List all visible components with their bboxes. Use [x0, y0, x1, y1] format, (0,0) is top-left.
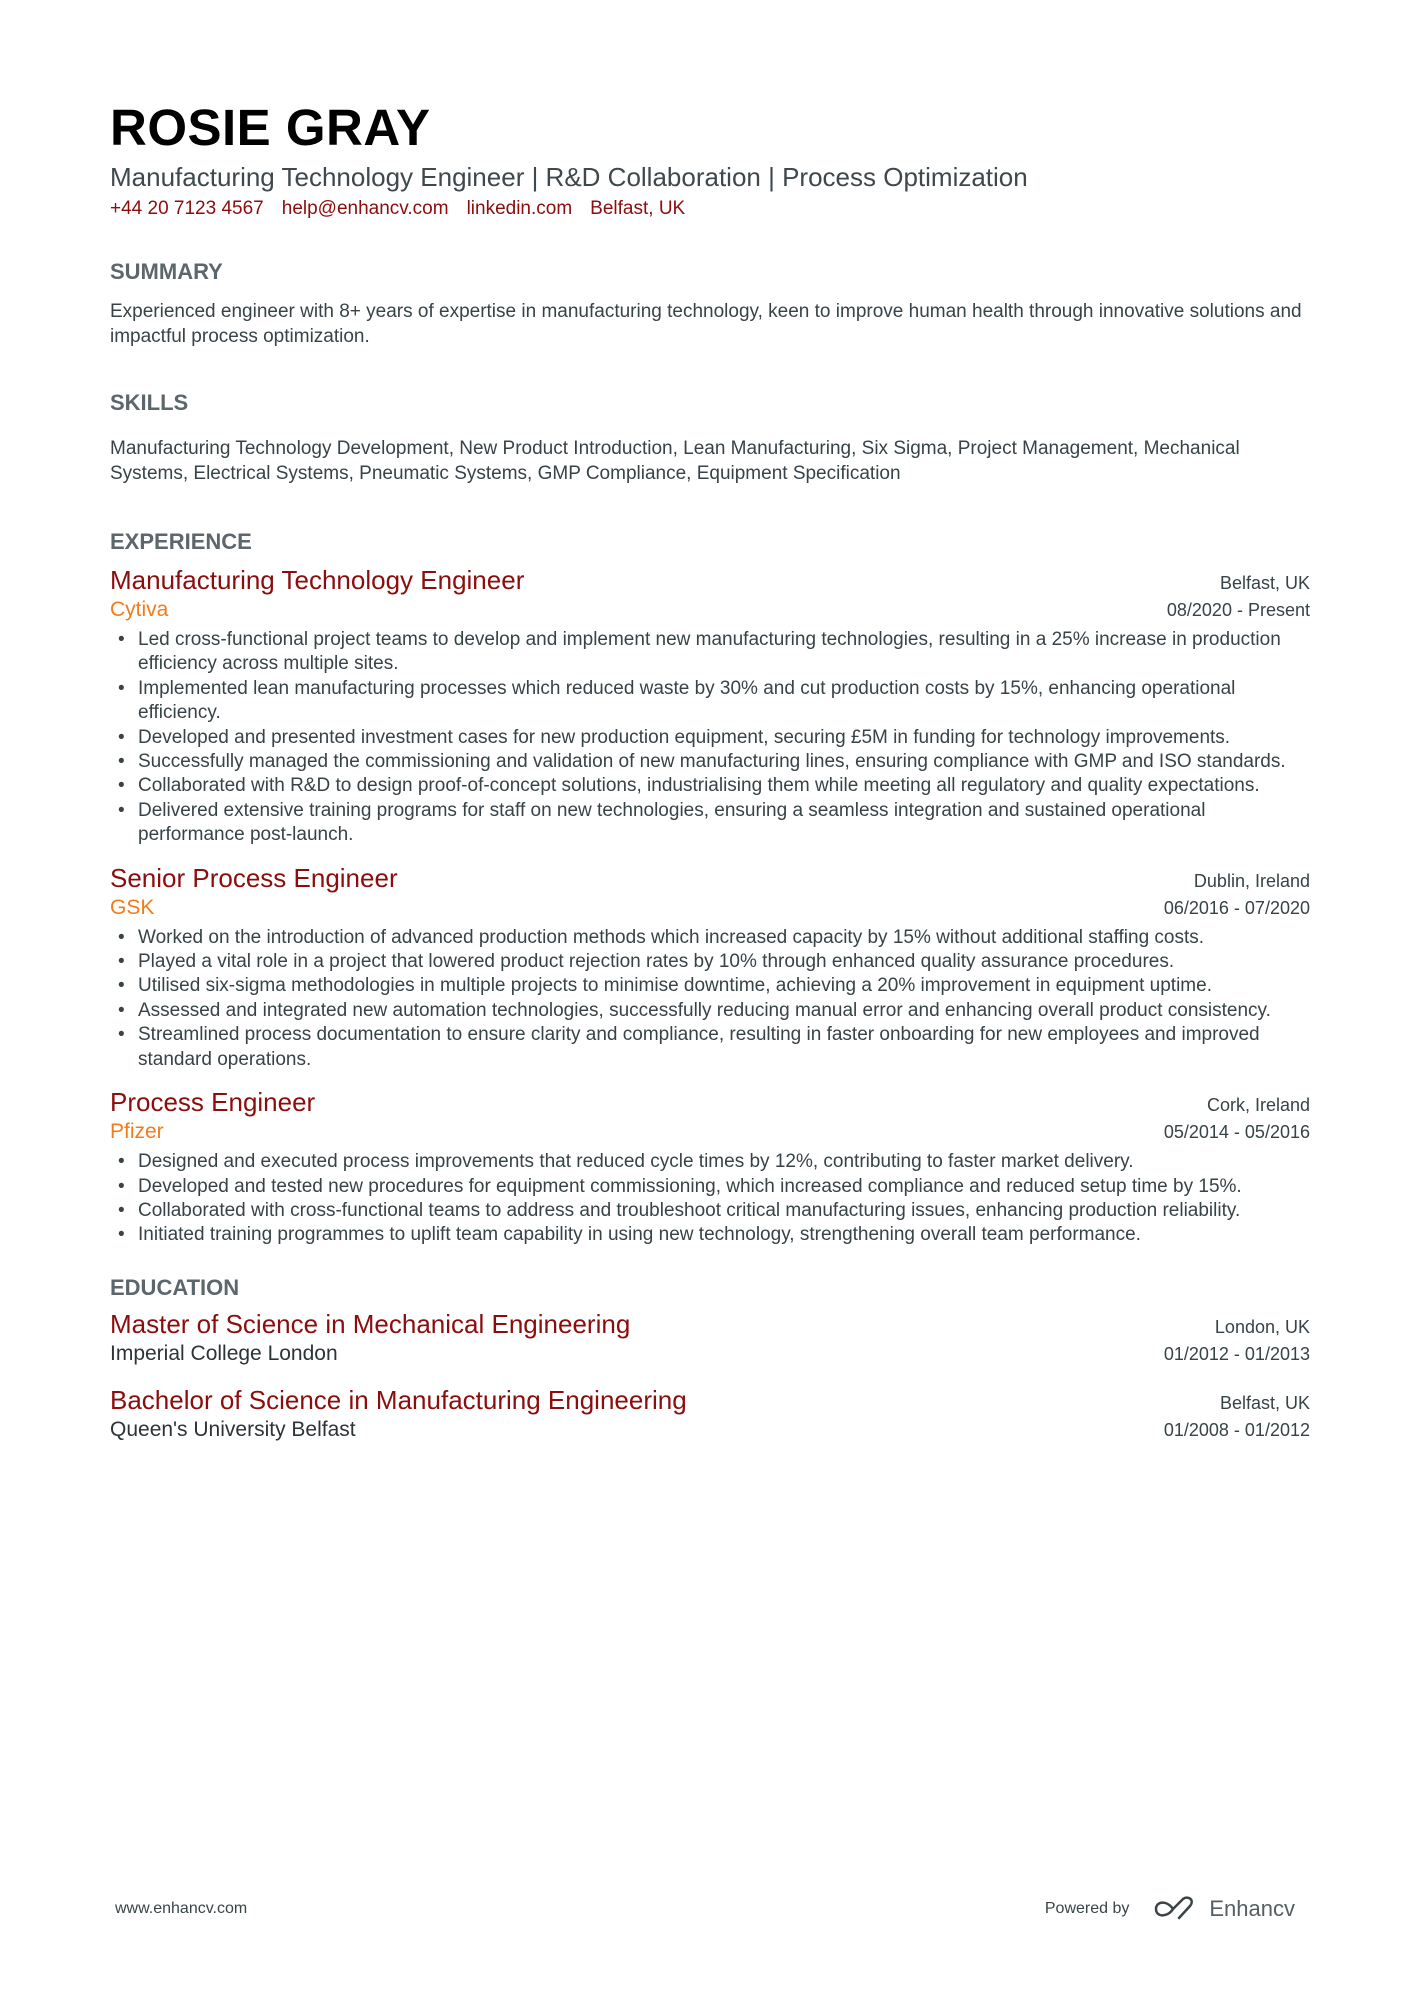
- infinity-heart-icon: [1153, 1896, 1199, 1922]
- achievement-bullet: • Successfully managed the commissioning and validation of new manufacturing lines, ensuring compliance with GMP and ISO standards.: [110, 750, 1310, 774]
- achievement-bullet: • Implemented lean manufacturing processes which reduced waste by 30% and cut production costs by 15%, enhancing operational efficiency.: [110, 677, 1310, 726]
- skills-text: Manufacturing Technology Development, New Product Introduction, Lean Manufacturing, Six Sigma, Project Management, Mechanical Systems, Electrical Systems, Pneumatic Systems, GMP Compliance, Equipment Specification: [110, 438, 1240, 484]
- degree: Master of Science in Mechanical Engineering: [110, 1308, 631, 1339]
- job-dates: 05/2014 - 05/2016: [1163, 1122, 1310, 1143]
- website-link[interactable]: www.enhancv.com: [115, 1900, 248, 1917]
- footer: [115, 1896, 1295, 1922]
- branding: [1045, 1896, 1295, 1922]
- experience-heading: EXPERIENCE: [110, 529, 252, 554]
- achievement-bullet: • Developed and presented investment cases for new production equipment, securing £5M in funding for technology improvements.: [110, 726, 1310, 750]
- achievement-bullet: • Designed and executed process improvements that reduced cycle times by 12%, contributing to faster market delivery.: [110, 1150, 1310, 1174]
- email[interactable]: help@enhancv.com: [281, 198, 449, 219]
- company-name: Cytiva: [110, 598, 169, 621]
- achievement-bullet: • Worked on the introduction of advanced production methods which increased capacity by 15% without additional staffing costs.: [110, 926, 1310, 950]
- summary-text: Experienced engineer with 8+ years of expertise in manufacturing technology, keen to improve human health through innovative solutions and impactful process optimization.: [110, 301, 1302, 347]
- resume: [110, 98, 1310, 1460]
- achievement-bullet: • Streamlined process documentation to ensure clarity and compliance, resulting in faster onboarding for new employees and improved standard operations.: [110, 1023, 1310, 1072]
- achievement-bullet: • Collaborated with cross-functional teams to address and troubleshoot critical manufacturing issues, enhancing production reliability.: [110, 1199, 1310, 1223]
- candidate-name: ROSIE GRAY: [110, 99, 431, 156]
- job-title: Senior Process Engineer: [110, 862, 398, 893]
- job-location: Belfast, UK: [1219, 573, 1310, 593]
- job-dates: 08/2020 - Present: [1166, 600, 1310, 620]
- achievement-bullet: • Led cross-functional project teams to develop and implement new manufacturing technologies, resulting in a 25% increase in production efficiency across multiple sites.: [110, 628, 1310, 677]
- job-entry: [110, 564, 1310, 848]
- education-list: [110, 1308, 1310, 1444]
- tagline: Manufacturing Technology Engineer | R&D Collaboration | Process Optimization: [110, 162, 1028, 192]
- job-title: Process Engineer: [110, 1087, 316, 1118]
- contact-row: [110, 196, 1310, 222]
- experience-list: [110, 564, 1310, 1248]
- company-name: Pfizer: [110, 1120, 164, 1144]
- education-entry: [110, 1384, 1310, 1444]
- achievement-bullet: • Developed and tested new procedures for equipment commissioning, which increased compliance and reduced setup time by 15%.: [110, 1175, 1310, 1199]
- education-heading: EDUCATION: [110, 1274, 240, 1300]
- achievement-list: [110, 628, 1310, 848]
- school-name: Imperial College London: [110, 1341, 338, 1365]
- company-name: GSK: [110, 895, 155, 919]
- job-title: Manufacturing Technology Engineer: [110, 565, 525, 595]
- job-entry: [110, 1086, 1310, 1248]
- skills-heading: SKILLS: [110, 390, 189, 415]
- job-entry: [110, 862, 1310, 1072]
- achievement-bullet: • Utilised six-sigma methodologies in multiple projects to minimise downtime, achieving a 20% improvement in equipment uptime.: [110, 974, 1310, 998]
- education-location: London, UK: [1214, 1316, 1310, 1337]
- achievement-bullet: • Played a vital role in a project that lowered product rejection rates by 10% through enhanced quality assurance procedures.: [110, 950, 1310, 974]
- summary-heading: SUMMARY: [110, 259, 223, 284]
- achievement-list: [110, 1150, 1310, 1248]
- education-dates: 01/2008 - 01/2012: [1163, 1419, 1310, 1440]
- enhancv-logo: [1153, 1896, 1295, 1922]
- achievement-bullet: • Collaborated with R&D to design proof-of-concept solutions, industrialising them while meeting all regulatory and quality expectations.: [110, 774, 1310, 798]
- achievement-bullet: • Assessed and integrated new automation technologies, successfully reducing manual error and enhancing overall product consistency.: [110, 999, 1310, 1023]
- education-entry: [110, 1308, 1310, 1368]
- achievement-bullet: • Delivered extensive training programs for staff on new technologies, ensuring a seamless integration and sustained operational performance post-launch.: [110, 799, 1310, 848]
- job-dates: 06/2016 - 07/2020: [1163, 897, 1310, 918]
- achievement-list: [110, 926, 1310, 1072]
- location: Belfast, UK: [590, 198, 686, 219]
- education-location: Belfast, UK: [1219, 1392, 1310, 1413]
- brand-name: Enhancv: [1209, 1896, 1295, 1921]
- degree: Bachelor of Science in Manufacturing Engineering: [110, 1384, 687, 1415]
- linkedin[interactable]: linkedin.com: [466, 198, 573, 219]
- powered-by: Powered by: [1044, 1900, 1130, 1917]
- phone[interactable]: +44 20 7123 4567: [110, 198, 264, 219]
- education-dates: 01/2012 - 01/2013: [1163, 1343, 1310, 1364]
- job-location: Dublin, Ireland: [1193, 870, 1310, 891]
- achievement-bullet: • Initiated training programmes to uplift team capability in using new technology, strengthening overall team performance.: [110, 1223, 1310, 1247]
- job-location: Cork, Ireland: [1206, 1095, 1310, 1116]
- school-name: Queen's University Belfast: [110, 1417, 356, 1441]
